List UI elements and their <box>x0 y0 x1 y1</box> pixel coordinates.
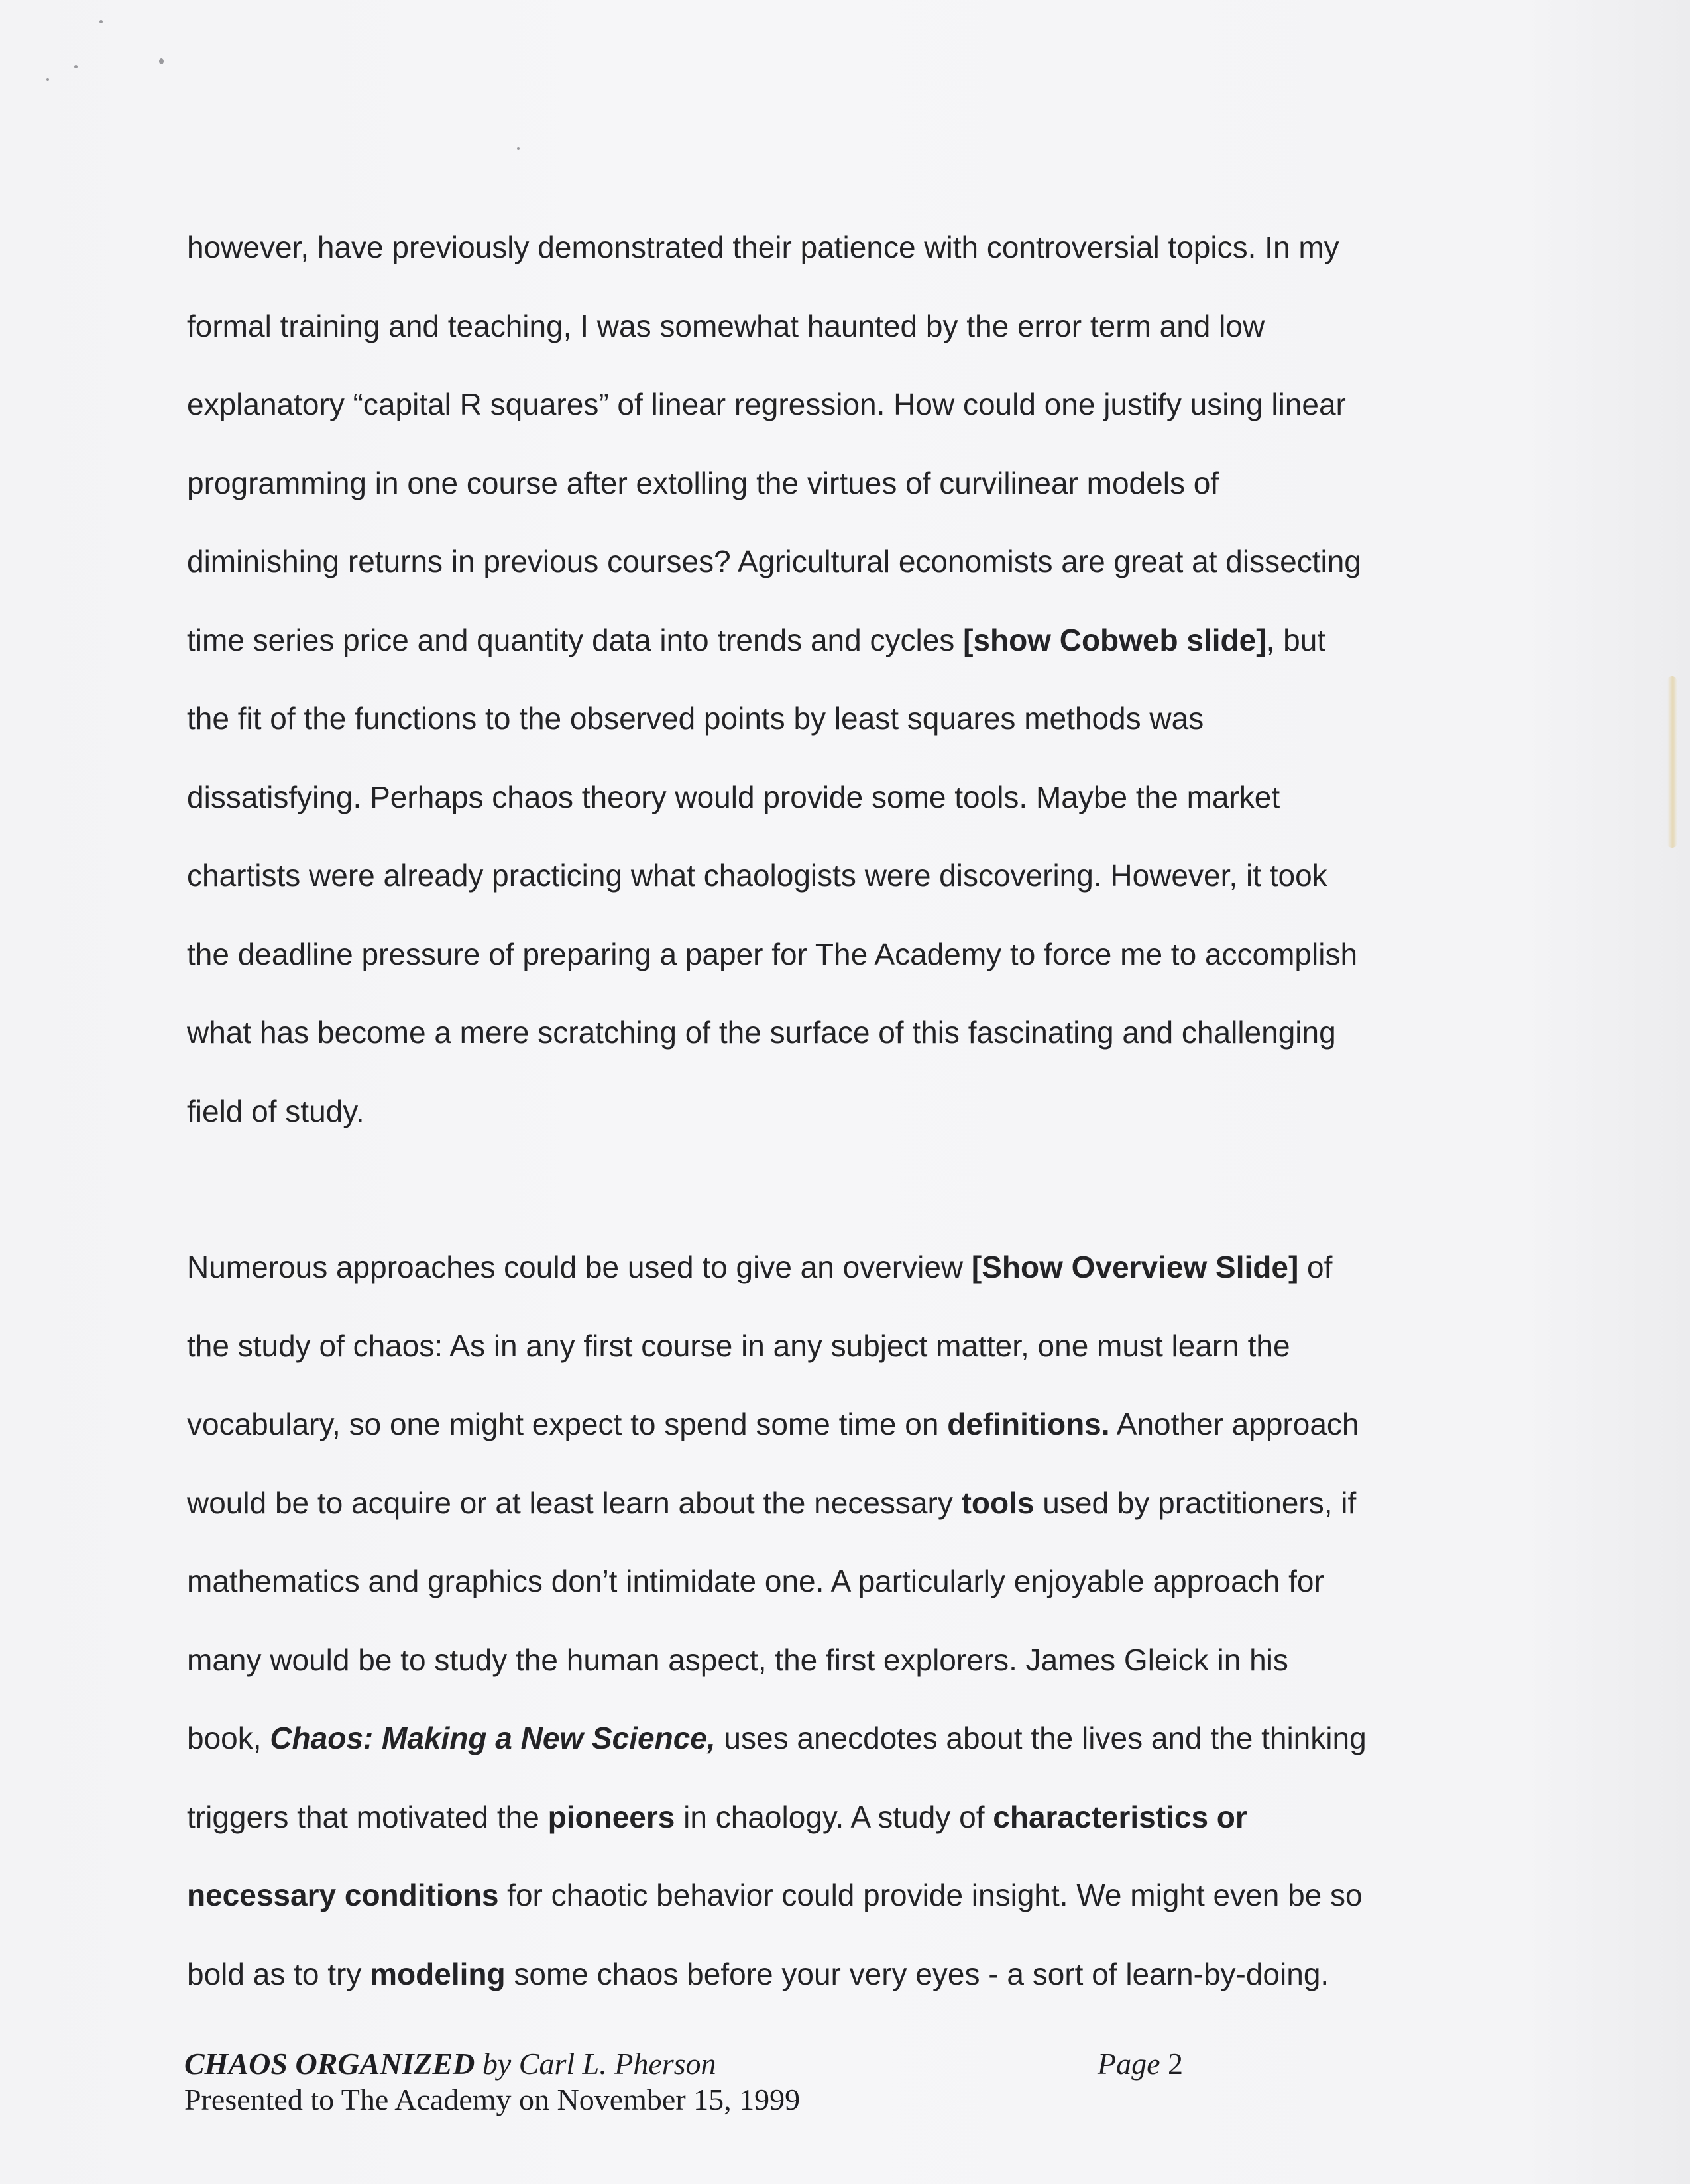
text-run: dissatisfying. Perhaps chaos theory would provide some tools. Maybe the market <box>187 779 1280 814</box>
emphasis-text: modeling <box>370 1956 506 1991</box>
scan-speck <box>99 20 103 23</box>
text-run: in chaology. A study of <box>675 1799 993 1834</box>
page-label: Page <box>1098 2047 1160 2081</box>
paper-stain <box>1667 676 1677 848</box>
text-run: the fit of the functions to the observed points by least squares methods was <box>187 701 1204 736</box>
text-run: the deadline pressure of preparing a paper for The Academy to force me to accomplish <box>187 936 1358 971</box>
text-line <box>187 1385 1512 1464</box>
footer-presented: Presented to The Academy on November 15, 1999 <box>184 2083 801 2116</box>
text-line <box>187 993 1512 1072</box>
text-line <box>187 1621 1512 1700</box>
text-run: vocabulary, so one might expect to spend some time on <box>187 1407 948 1441</box>
text-run: some chaos before your very eyes - a sort of learn-by-doing. <box>505 1956 1329 1991</box>
text-run: mathematics and graphics don’t intimidate one. A particularly enjoyable approach for <box>187 1564 1324 1598</box>
text-run: time series price and quantity data into trends and cycles <box>187 622 964 657</box>
text-line <box>187 1778 1512 1857</box>
text-run: many would be to study the human aspect, the first explorers. James Gleick in his <box>187 1642 1288 1677</box>
emphasis-text: pioneers <box>547 1799 675 1834</box>
text-run: bold as to try <box>187 1956 370 1991</box>
emphasis-text: [Show Overview Slide] <box>971 1250 1299 1284</box>
text-run: the study of chaos: As in any first course in any subject matter, one must learn the <box>187 1328 1290 1363</box>
text-run: of <box>1298 1250 1333 1284</box>
text-line <box>187 444 1512 523</box>
text-line <box>187 1228 1512 1307</box>
text-line <box>187 522 1512 601</box>
text-line <box>187 1935 1512 2014</box>
text-run: for chaotic behavior could provide insight. We might even be so <box>498 1878 1363 1912</box>
text-run: would be to acquire or at least learn about the necessary <box>187 1485 962 1520</box>
scan-speck <box>159 58 164 64</box>
scan-speck <box>517 147 520 150</box>
scan-speck <box>74 65 78 68</box>
text-run: formal training and teaching, I was somewhat haunted by the error term and low <box>187 308 1265 343</box>
text-line <box>187 1856 1512 1935</box>
text-line <box>187 836 1512 915</box>
scan-speck <box>46 78 49 81</box>
footer-title-line <box>184 2046 1245 2082</box>
page-footer <box>184 2046 1245 2118</box>
text-run: what has become a mere scratching of the surface of this fascinating and challenging <box>187 1015 1336 1050</box>
text-line <box>187 758 1512 837</box>
page-number <box>1098 2046 1183 2081</box>
text-line <box>187 1464 1512 1543</box>
text-run: book, <box>187 1721 270 1755</box>
text-run: uses anecdotes about the lives and the thinking <box>715 1721 1367 1755</box>
text-run: programming in one course after extolling the virtues of curvilinear models of <box>187 465 1219 500</box>
emphasis-text: characteristics or <box>993 1799 1247 1834</box>
text-run: chartists were already practicing what chaologists were discovering. However, it took <box>187 858 1327 893</box>
text-line <box>187 1072 1512 1151</box>
text-run: Another approach <box>1109 1407 1359 1441</box>
text-run: triggers that motivated the <box>187 1799 548 1834</box>
text-line <box>187 1307 1512 1386</box>
footer-title: CHAOS ORGANIZED <box>184 2047 475 2081</box>
paragraph-2 <box>187 1228 1512 2013</box>
text-line <box>187 208 1512 287</box>
text-line <box>187 915 1512 994</box>
text-run: field of study. <box>187 1093 365 1128</box>
text-line <box>187 1542 1512 1621</box>
text-line <box>187 287 1512 366</box>
emphasis-text: definitions. <box>947 1407 1110 1441</box>
text-run: , but <box>1266 622 1326 657</box>
text-run: diminishing returns in previous courses? Agricultural economists are great at dissecting <box>187 544 1361 578</box>
emphasis-text: Chaos: Making a New Science, <box>270 1721 716 1755</box>
text-run: however, have previously demonstrated their patience with controversial topics. In my <box>187 230 1339 264</box>
text-run: explanatory “capital R squares” of linear regression. How could one justify using linear <box>187 387 1346 421</box>
text-run: used by practitioners, if <box>1034 1485 1357 1520</box>
emphasis-text: necessary conditions <box>187 1878 499 1912</box>
paragraph-1 <box>187 208 1512 1150</box>
emphasis-text: [show Cobweb slide] <box>963 622 1267 657</box>
text-line <box>187 601 1512 680</box>
text-run: Numerous approaches could be used to give an overview <box>187 1250 972 1284</box>
page-number-value: 2 <box>1168 2047 1184 2081</box>
footer-author: by Carl L. Pherson <box>475 2047 716 2081</box>
text-line <box>187 365 1512 444</box>
text-line <box>187 679 1512 758</box>
text-line <box>187 1699 1512 1778</box>
emphasis-text: tools <box>961 1485 1035 1520</box>
